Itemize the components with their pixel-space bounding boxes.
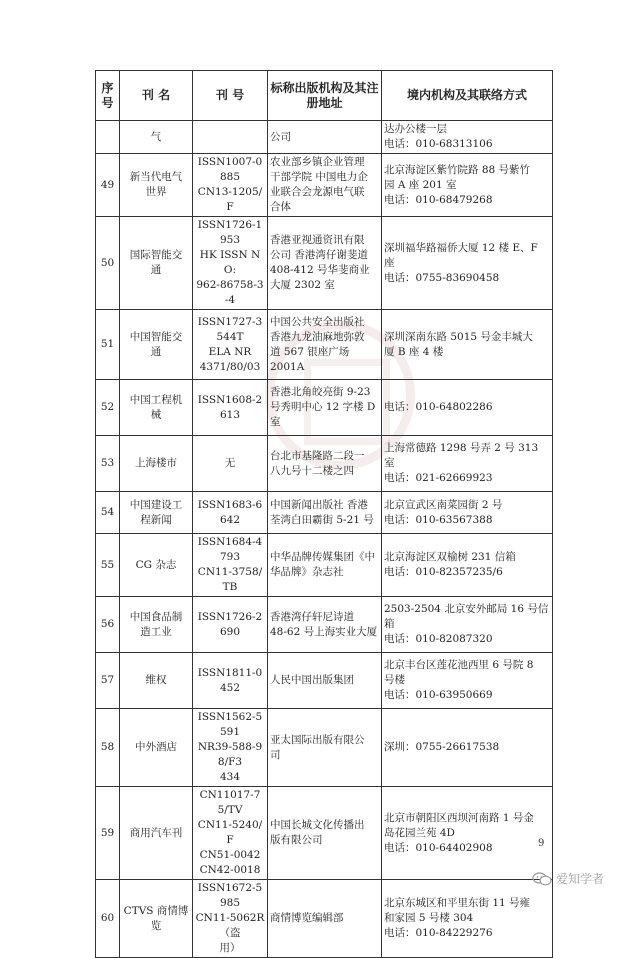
table-row [96,597,553,653]
cell-domestic-contact-line: 电话：010-82357235/6 [384,566,503,578]
cell-journal-code-line: ISSN1608-2613 [197,393,263,421]
cell-journal-code [193,121,268,154]
cell-publisher-line: 中国公共安全出版社 [270,315,365,328]
cell-journal-code-line: CN11-5062R（盗 [195,912,265,939]
cell-domestic-contact [382,597,553,653]
cell-domestic-contact-line: 和家园 5 号楼 304 [384,912,474,924]
cell-domestic-contact [382,709,553,787]
cell-journal-code-line: 962-86758-3-4 [196,279,264,306]
cell-publisher [268,492,382,534]
table-row [96,436,553,492]
cell-journal-code-line: ISSN1726-2690 [197,610,263,638]
cell-domestic-contact-line: 厦 B 座 4 楼 [384,345,444,358]
cell-journal-code [193,492,268,534]
cell-publisher [268,534,382,597]
cell-journal-code-line: 用） [219,942,241,954]
cell-journal-code-line: ISSN1811-0452 [197,666,263,694]
cell-publisher-line: 大厦 2302 室 [270,279,335,291]
cell-publisher-line: 香港亚视通资讯有限 [270,234,365,246]
cell-publisher [268,217,382,310]
cell-journal-code [193,436,268,492]
cell-domestic-contact-line: 电话：010-84229276 [384,927,493,939]
cell-serial-no: 56 [96,597,120,653]
table-row [96,787,553,880]
cell-publisher-line: 2001A [270,360,305,373]
cell-domestic-contact-line: 北京宣武区南菜园街 2 号 [384,498,503,511]
cell-publisher [268,380,382,436]
table-row [96,380,553,436]
cell-journal-code [193,380,268,436]
cell-journal-name [120,436,193,492]
cell-journal-name-line: 新当代电气 [129,171,183,183]
cell-publisher-line: 室 [270,416,281,428]
cell-journal-code [193,534,268,597]
cell-domestic-contact-line: 号楼 [384,674,405,686]
cell-serial-no: 55 [96,534,120,597]
cell-journal-name [120,154,193,217]
cell-publisher-line: 香港北角皎亮街 9-23 [270,386,371,398]
cell-journal-name [120,217,193,310]
cell-domestic-contact [382,436,553,492]
cell-journal-code-line: ISSN1727-3544T [197,315,263,343]
cell-publisher [268,310,382,380]
cell-publisher-line: 号秀明中心 12 字楼 D [270,401,376,413]
cell-serial-no: 49 [96,154,120,217]
header-serial-no: 序号 [96,71,120,121]
cell-publisher-line: 版有限公司 [270,834,323,846]
cell-domestic-contact-line: 北京市朝阳区西坝河南路 1 号金 [384,811,534,824]
cell-domestic-contact-line: 箱 [384,618,395,630]
header-journal-name: 刊 名 [120,71,193,121]
cell-domestic-contact-line: 电话：010-64802286 [384,401,493,413]
cell-domestic-contact-line: 北京丰台区莲花池西里 6 号院 8 [384,659,534,671]
cell-journal-code-line: CN11017-75/TV [199,789,261,816]
cell-journal-code-line: NR39-588-98/F3 [197,741,263,768]
table-row [96,217,553,310]
cell-journal-code-line: ELA NR [208,345,252,358]
cell-journal-name-line: 中国工程机 [129,393,183,406]
brand-watermark [532,870,604,887]
cell-journal-name-line: 览 [150,919,162,932]
cell-journal-name-line: 程新闻 [140,513,172,526]
cell-journal-name [120,534,193,597]
cell-domestic-contact-line: 上海常德路 1298 号弄 2 号 313 [384,442,539,454]
cell-domestic-contact [382,492,553,534]
cell-domestic-contact-line: 电话：010-63950669 [384,689,493,701]
cell-journal-name-line: 中国智能交 [129,330,183,343]
cell-journal-name-line: 中国建设工 [129,498,183,511]
cell-serial-no: 50 [96,217,120,310]
registry-table [95,70,553,958]
cell-domestic-contact-line: 北京海淀区双榆树 231 信箱 [384,551,516,563]
table-row [96,709,553,787]
cell-journal-name [120,787,193,880]
cell-publisher [268,121,382,154]
cell-publisher-line: 华品牌》杂志社 [270,566,344,578]
cell-serial-no: 60 [96,880,120,958]
cell-journal-code-line: ISSN1726-1953 [197,219,263,246]
cell-journal-code [193,310,268,380]
cell-journal-name-line: 国际智能交 [129,249,183,261]
cell-journal-code [193,597,268,653]
cell-domestic-contact [382,310,553,380]
cell-domestic-contact-line: 座 [384,256,395,269]
cell-domestic-contact-line: 室 [384,457,395,469]
page-number: 9 [538,838,545,849]
cell-domestic-contact-line: 电话：010-64402908 [384,841,493,854]
cell-serial-no: 53 [96,436,120,492]
cell-domestic-contact [382,534,553,597]
cell-journal-name-line: 维权 [145,674,167,686]
cell-publisher-line: 香港九龙油麻地弥敦 [270,330,365,343]
table-row [96,880,553,958]
cell-publisher-line: 台北市基隆路二段一 [270,449,365,462]
cell-journal-code [193,217,268,310]
cell-publisher [268,436,382,492]
brand-name: 爱知学者 [556,872,605,886]
cell-domestic-contact-line: 电话：021-62669923 [384,472,493,484]
cell-journal-name-line: 商用汽车刊 [129,826,183,839]
cell-journal-code-line: HK ISSN NO: [199,249,261,276]
cell-publisher-line: 48-62 号上海实业大厦 [270,625,378,638]
cell-journal-name [120,653,193,709]
table-row [96,154,553,217]
cell-domestic-contact [382,880,553,958]
wechat-icon [532,872,552,886]
cell-domestic-contact-line: 北京东城区和平里东街 11 号雍 [384,897,531,909]
cell-publisher-line: 中国新闻出版社 香港 [270,498,368,511]
table-body [96,121,553,958]
cell-domestic-contact-line: 2503-2504 北京安外邮局 16 号信 [384,603,549,615]
cell-journal-code-line: ISSN1562-5591 [197,711,263,738]
cell-journal-name-line: 造工业 [140,625,172,638]
cell-domestic-contact-line: 深圳：0755-26617538 [384,741,500,753]
table-row [96,121,553,154]
cell-publisher-line: 人民中国出版集团 [270,674,354,686]
cell-domestic-contact-line: 园 A 座 201 室 [384,178,457,191]
cell-domestic-contact [382,380,553,436]
cell-journal-name-line: 中外酒店 [135,741,177,753]
cell-serial-no [96,121,120,154]
cell-journal-code-line: 4371/80/03 [199,360,261,373]
cell-journal-name [120,597,193,653]
cell-journal-name [120,310,193,380]
cell-publisher-line: 干部学院 中国电力企 [270,171,368,183]
table-row [96,310,553,380]
cell-journal-name [120,380,193,436]
cell-publisher-line: 亚太国际出版有限公 [270,733,365,746]
cell-serial-no: 59 [96,787,120,880]
cell-journal-code-line: ISSN1007-0885 [197,156,263,183]
cell-journal-name-line: CG 杂志 [135,558,177,571]
cell-journal-name-line: 通 [150,264,162,276]
cell-journal-code-line: ISSN1684-4793 [197,536,263,563]
table-header-row [96,71,553,121]
cell-publisher-line: 香港湾仔轩尼诗道 [270,610,354,623]
header-publisher: 标称出版机构及其注册地址 [268,71,382,121]
cell-publisher [268,653,382,709]
cell-domestic-contact-line: 电话：010-82087320 [384,633,493,645]
cell-journal-name-line: 械 [150,408,162,421]
cell-journal-name [120,709,193,787]
cell-domestic-contact-line: 电话：010-63567388 [384,513,493,526]
cell-domestic-contact-line: 北京海淀区紫竹院路 88 号紫竹 [384,163,531,176]
cell-journal-code-line: ISSN1683-6642 [197,498,263,526]
table-row [96,492,553,534]
cell-publisher-line: 408-412 号华斐商业 [270,264,370,276]
cell-publisher-line: 公司 香港湾仔谢斐道 [270,249,368,261]
cell-publisher-line: 商情博览编辑部 [270,912,344,924]
cell-domestic-contact-line: 电话：010-68313106 [384,138,493,150]
cell-domestic-contact [382,787,553,880]
cell-publisher [268,154,382,217]
cell-journal-code [193,653,268,709]
cell-domestic-contact-line: 岛花园兰苑 4D [384,826,455,839]
cell-publisher-line: 业联合会龙源电气联 [270,186,365,198]
cell-serial-no: 54 [96,492,120,534]
cell-serial-no: 58 [96,709,120,787]
cell-domestic-contact-line: 电话：0755-83690458 [384,271,500,284]
cell-publisher-line: 中华品牌传媒集团《中 [270,551,375,563]
cell-publisher-line: 荃湾白田霸街 5-21 号 [270,513,374,526]
cell-domestic-contact [382,154,553,217]
cell-journal-code [193,709,268,787]
cell-journal-code-line: CN11-5240/F [197,819,263,846]
cell-publisher-line: 公司 [270,130,291,143]
cell-journal-code-line: CN51-0042 [199,849,261,861]
cell-domestic-contact [382,217,553,310]
cell-journal-code-line: 434 [219,771,241,783]
cell-publisher-line: 司 [270,748,281,761]
cell-serial-no: 57 [96,653,120,709]
cell-journal-code-line: 无 [224,457,236,469]
cell-domestic-contact-line: 电话：010-68479268 [384,193,493,206]
cell-publisher-line: 八九号十二楼之四 [270,464,354,477]
cell-publisher-line: 道 567 银座广场 [270,345,350,358]
cell-serial-no: 51 [96,310,120,380]
cell-journal-code-line: CN42-0018 [199,864,261,876]
cell-domestic-contact-line: 深圳福华路福侨大厦 12 楼 E、F [384,241,538,254]
cell-publisher-line: 合体 [270,201,291,213]
cell-journal-code-line: ISSN1672-5985 [197,882,263,909]
table-row [96,653,553,709]
header-domestic-contact: 境内机构及其联络方式 [382,71,553,121]
cell-journal-code [193,787,268,880]
cell-journal-code-line: CN13-1205/F [197,186,263,213]
cell-publisher [268,880,382,958]
cell-journal-code [193,154,268,217]
cell-journal-name-line: 通 [150,345,162,358]
cell-publisher-line: 中国长城文化传播出 [270,819,365,831]
cell-journal-name-line: 世界 [145,186,167,198]
cell-journal-name [120,492,193,534]
cell-journal-name [120,880,193,958]
cell-journal-name-line: 气 [150,130,162,143]
cell-journal-code [193,880,268,958]
cell-domestic-contact [382,121,553,154]
header-journal-code: 刊 号 [193,71,268,121]
cell-publisher [268,787,382,880]
cell-journal-code-line: CN11-3758/TB [197,566,263,593]
cell-publisher-line: 农业部乡镇企业管理 [270,156,365,168]
cell-journal-name-line: CTVS 商情博 [123,904,189,917]
cell-domestic-contact-line: 深圳深南东路 5015 号金丰城大 [384,330,533,343]
cell-serial-no: 52 [96,380,120,436]
cell-domestic-contact [382,653,553,709]
table-row [96,534,553,597]
cell-journal-name-line: 中国食品制 [129,610,183,623]
cell-domestic-contact-line: 达办公楼一层 [384,123,447,135]
cell-publisher [268,709,382,787]
cell-journal-name-line: 上海楼市 [135,457,177,469]
cell-publisher [268,597,382,653]
cell-journal-name [120,121,193,154]
